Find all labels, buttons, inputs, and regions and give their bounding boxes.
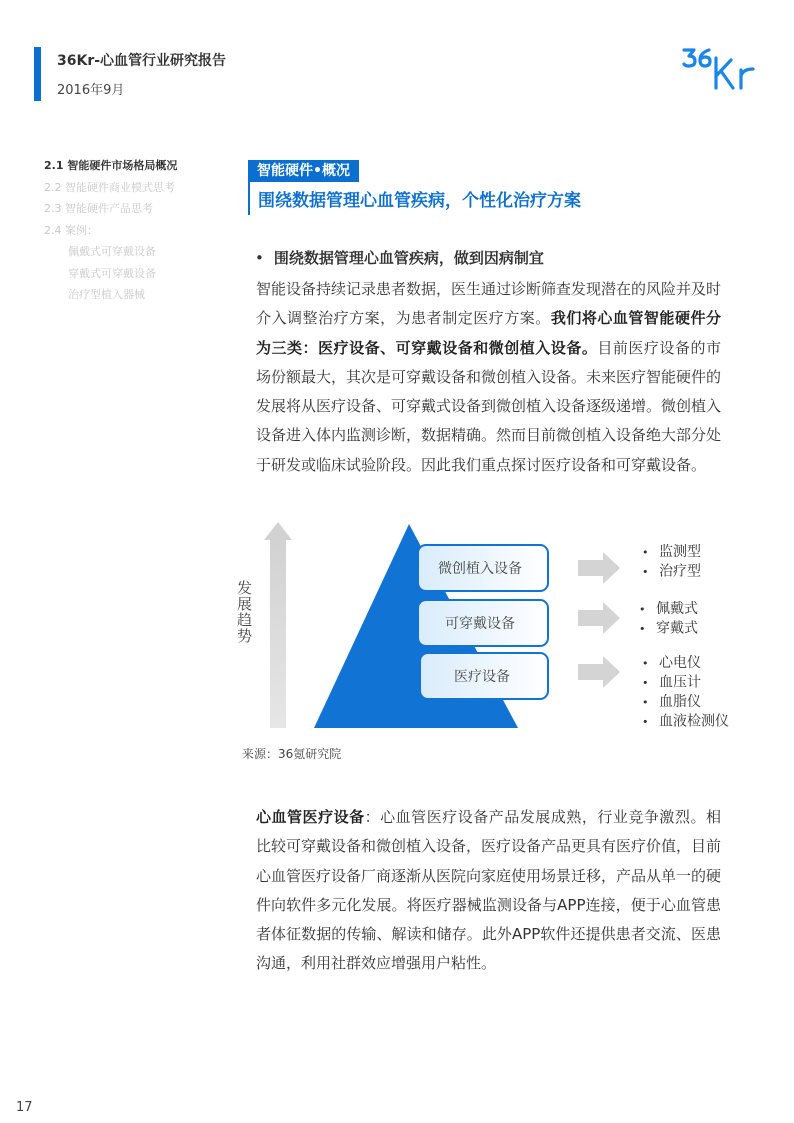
up-arrow-icon — [264, 522, 292, 728]
toc-subitem-implant[interactable]: 治疗型植入器械 — [68, 288, 145, 301]
bullet-dot: • — [639, 622, 646, 636]
bullet-heading-text: 围绕数据管理心血管疾病，做到因病制宜 — [273, 249, 544, 267]
section-title: 围绕数据管理心血管疾病，个性化治疗方案 — [258, 191, 581, 211]
table-of-contents — [44, 155, 177, 306]
level-box-implant — [418, 545, 548, 591]
bullet-dot: • — [642, 546, 649, 559]
intro-paragraph — [256, 275, 721, 480]
bullet-dot: • — [255, 249, 264, 267]
level-label-medical: 医疗设备 — [454, 669, 510, 685]
level-box-medical — [420, 653, 548, 699]
intro-text-1: 智能设备持续记录患者数据，医生通过诊断筛查发现潜在的风险并及时介入调整治疗方案，为患者制定医疗方案。 — [256, 280, 722, 328]
level-box-wearable — [418, 600, 548, 646]
device-type-item: 血液检测仪 — [659, 713, 729, 730]
medical-device-term: 心血管医疗设备 — [256, 808, 365, 826]
axis-label: 发展趋势 — [235, 580, 253, 644]
section-divider — [248, 182, 250, 215]
toc-item-2-2[interactable]: 2.2 智能硬件商业模式思考 — [44, 180, 175, 194]
intro-emphasis: 我们将心血管智能硬件分为三类：医疗设备、可穿戴设备和微创植入设备。 — [256, 309, 721, 357]
bullet-dot: • — [639, 603, 646, 616]
level-label-implant: 微创植入设备 — [438, 561, 522, 577]
report-title: 36Kr-心血管行业研究报告 — [57, 53, 227, 69]
section-tag: 智能硬件•概况 — [248, 160, 359, 182]
right-arrow-icon — [578, 602, 620, 634]
page-number: 17 — [16, 1100, 33, 1115]
header-accent-bar — [34, 47, 41, 101]
device-type-item: 治疗型 — [659, 563, 701, 580]
device-pyramid-diagram — [226, 518, 766, 738]
right-arrow-icon — [578, 552, 620, 584]
bullet-dot: • — [642, 696, 649, 709]
source-note: 来源：36氪研究院 — [242, 747, 342, 761]
device-type-item: 血脂仪 — [659, 694, 701, 710]
toc-subitem-wearable-worn[interactable]: 佩戴式可穿戴设备 — [68, 245, 156, 258]
device-type-item: 血压计 — [659, 674, 701, 691]
bullet-heading — [255, 247, 544, 268]
bullet-dot: • — [642, 565, 649, 579]
report-date: 2016年9月 — [57, 83, 125, 98]
medical-device-paragraph — [256, 803, 721, 979]
toc-item-2-3[interactable]: 2.3 智能硬件产品思考 — [44, 202, 153, 215]
medical-device-text: ：心血管医疗设备产品发展成熟，行业竞争激烈。相比较可穿戴设备和微创植入设备，医疗设备产品更具有医疗价值，目前心血管医疗设备厂商逐渐从医院向家庭使用场景迁移，产品从单一的硬件向软件多元化发展。将医疗器械监测设备与APP连接，便于心血管患者体征数据的传输、解读和储存。此外APP软件还提供患者交流、医患沟通，利用社群效应增强用户粘性。 — [256, 808, 722, 973]
bullet-dot: • — [642, 715, 649, 729]
toc-item-2-1[interactable]: 2.1 智能硬件市场格局概况 — [44, 159, 178, 172]
device-type-item: 心电仪 — [659, 655, 701, 671]
intro-text-2: 目前医疗设备的市场份额最大，其次是可穿戴设备和微创植入设备。未来医疗智能硬件的发展将从医疗设备、可穿戴式设备到微创植入设备逐级递增。微创植入设备进入体内监测诊断，数据精确。然而目前微创植入设备绝大部分处于研发或临床试验阶段。因此我们重点探讨医疗设备和可穿戴设备。 — [256, 338, 722, 474]
bullet-dot: • — [642, 657, 649, 670]
toc-item-2-4[interactable]: 2.4 案例： — [44, 223, 98, 237]
36kr-logo — [681, 44, 765, 94]
device-type-item: 穿戴式 — [656, 620, 698, 637]
device-type-item: 佩戴式 — [656, 601, 698, 617]
bullet-dot: • — [642, 676, 649, 690]
device-type-item: 监测型 — [659, 544, 701, 560]
right-arrow-icon — [578, 656, 620, 688]
toc-subitem-wearable-dressed[interactable]: 穿戴式可穿戴设备 — [68, 266, 156, 280]
level-label-wearable: 可穿戴设备 — [445, 616, 515, 632]
